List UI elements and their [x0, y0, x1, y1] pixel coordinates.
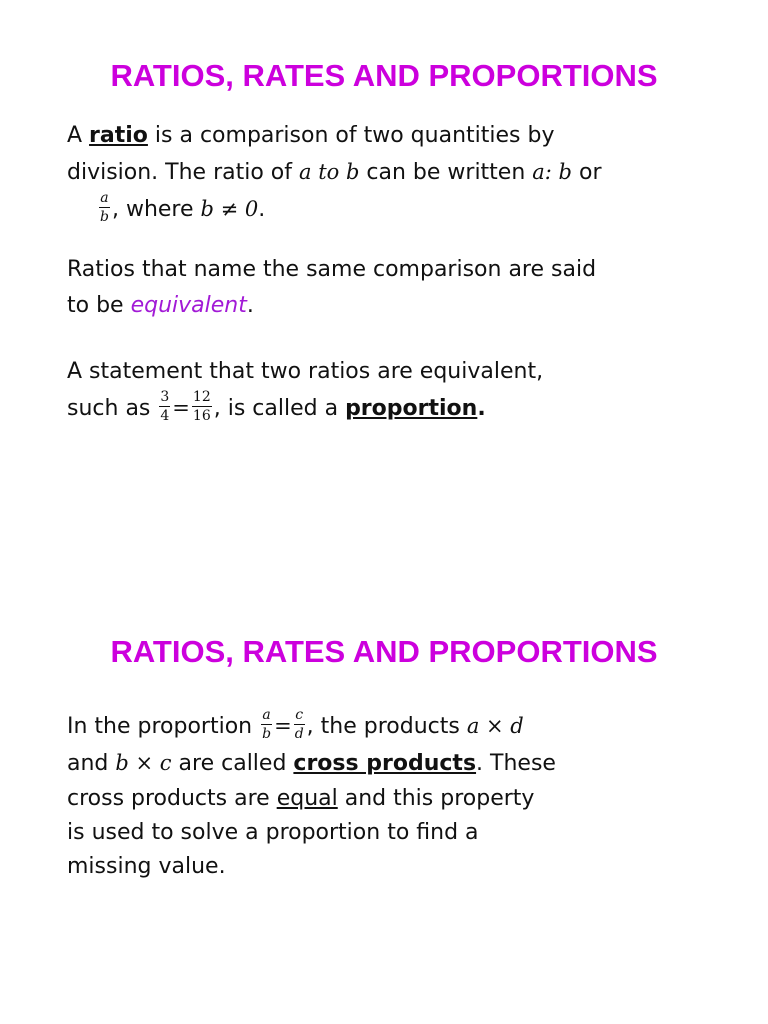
fraction-3-over-4: $\frac{3}{4}$: [160, 388, 170, 424]
fraction-a-over-b: $\frac{a}{b}$: [100, 189, 109, 225]
math-b-times-c: b × c: [115, 751, 172, 775]
ratio-definition-paragraph: [67, 118, 707, 228]
text-line: to be equivalent.: [67, 293, 254, 318]
proportion-paragraph: [67, 354, 707, 427]
slide-title: RATIOS, RATES AND PROPORTIONS: [110, 634, 658, 669]
slide-title: RATIOS, RATES AND PROPORTIONS: [110, 58, 658, 93]
text-line: Ratios that name the same comparison are said: [67, 257, 597, 282]
equals-sign: =: [172, 396, 190, 420]
text-line: cross products are equal and this property: [67, 786, 535, 811]
proportion-term: proportion: [345, 396, 478, 421]
ratio-term: ratio: [89, 123, 148, 148]
math-a-colon-b: a: b: [532, 160, 572, 184]
equivalent-paragraph: [67, 252, 707, 324]
equivalent-term: equivalent: [130, 293, 247, 318]
text-line: such as $\frac{3}{4}$ = $\frac{12}{16}$ , is called a proportion.: [67, 388, 486, 424]
text-line: division. The ratio of a to b can be written a: b or: [67, 160, 602, 185]
text-line: missing value.: [67, 854, 226, 879]
math-a-to-b: a to b: [299, 160, 360, 184]
slide-cross-products: [0, 512, 768, 1024]
text-line: A statement that two ratios are equivalent,: [67, 359, 544, 384]
math-a-times-d: a × d: [466, 714, 524, 738]
equal-term: equal: [276, 786, 338, 811]
fraction-c-over-d: $\frac{c}{d}$: [294, 706, 304, 742]
text-line: In the proportion $\frac{a}{b}$ = $\frac{c}{d}$ , the products a × d: [67, 706, 524, 742]
math-b-not-equal-zero: b ≠ 0: [200, 197, 259, 221]
text-line: is used to solve a proportion to find a: [67, 820, 479, 845]
cross-products-term: cross products: [293, 751, 477, 776]
fraction-12-over-16: $\frac{12}{16}$: [192, 388, 211, 424]
fraction-a-over-b: $\frac{a}{b}$: [262, 706, 272, 742]
text-line: $\frac{a}{b}$ , where b ≠ 0.: [100, 189, 266, 225]
cross-products-paragraph: [67, 708, 707, 884]
text-line: A ratio is a comparison of two quantities by: [67, 123, 555, 148]
equals-sign: =: [274, 714, 292, 738]
text-line: and b × c are called cross products. These: [67, 751, 556, 776]
